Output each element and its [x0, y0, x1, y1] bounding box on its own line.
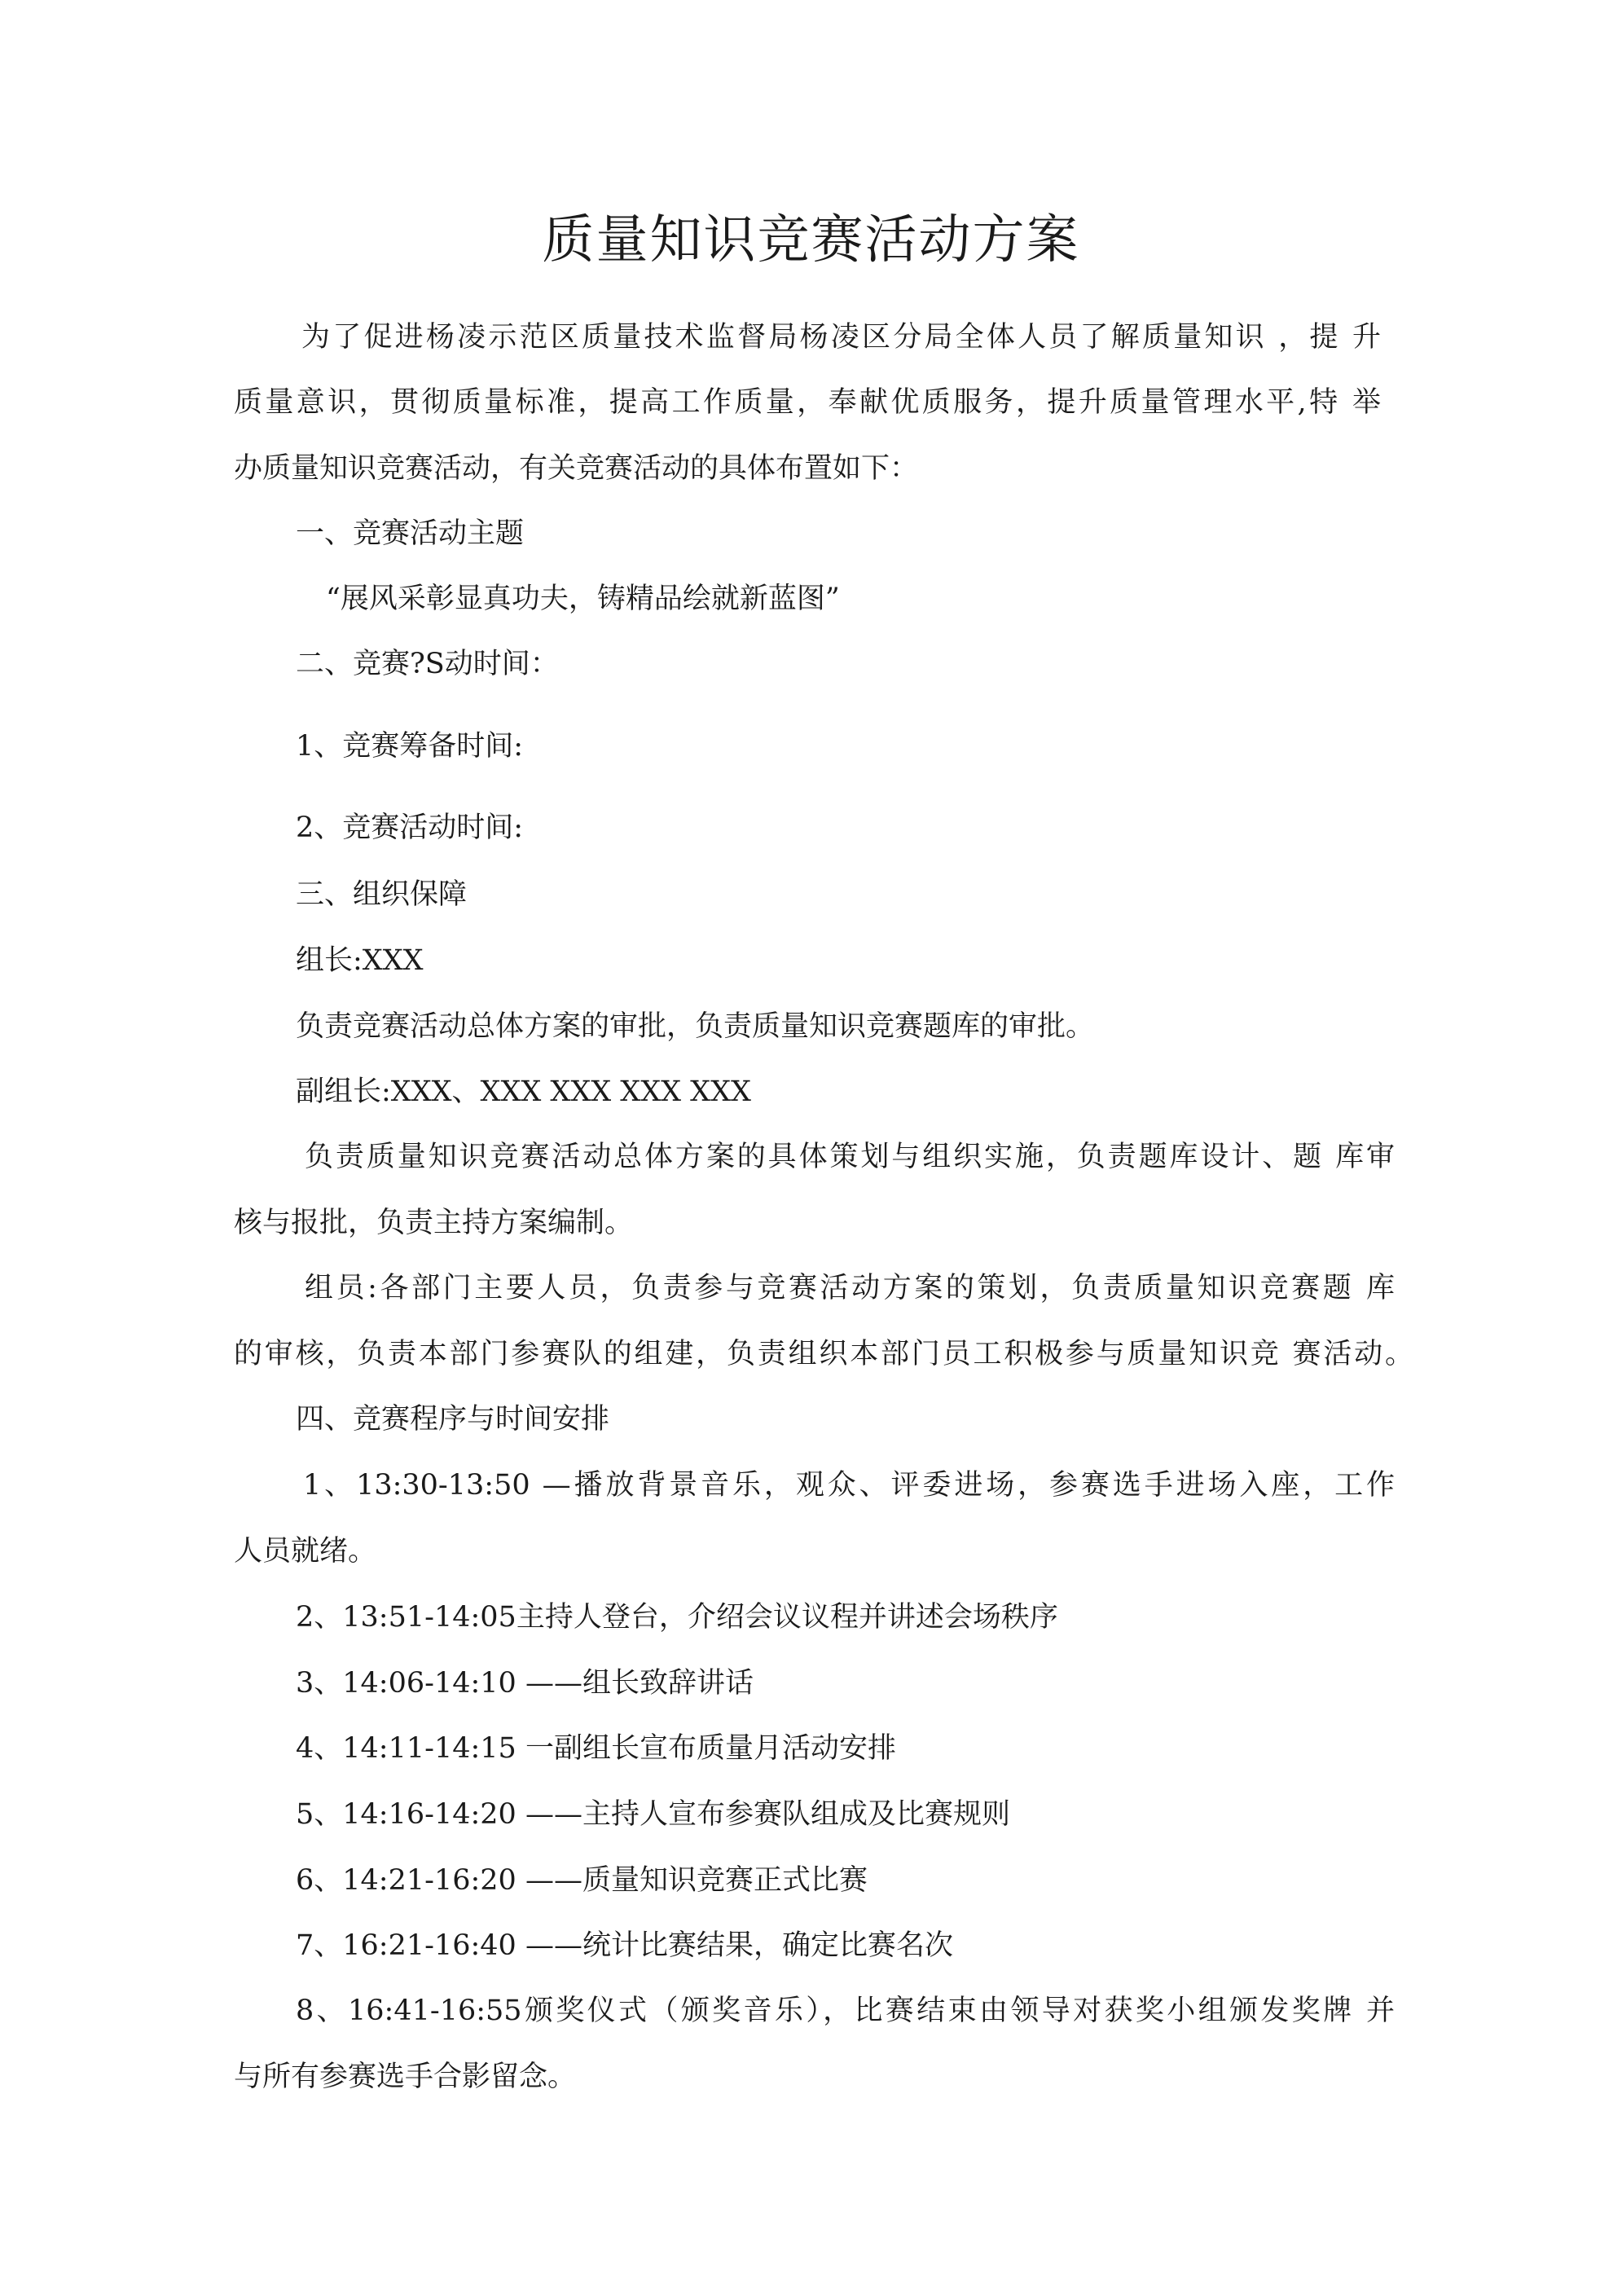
schedule-item-6: 6、14:21-16:20 ——质量知识竞赛正式比赛: [296, 1864, 868, 1897]
document-title: 质量知识竞赛活动方案: [542, 210, 1080, 271]
intro-line-1: 为了促进杨凌示范区质量技术监督局杨凌区分局全体人员了解质量知识 ，提 升: [301, 321, 1381, 354]
section-1-theme: “展风采彰显真功夫，铸精品绘就新蓝图”: [326, 583, 840, 615]
section-3-deputy-duty-line-1: 负责质量知识竞赛活动总体方案的具体策划与组织实施，负责题库设计、题 库审: [305, 1141, 1395, 1173]
intro-line-3: 办质量知识竞赛活动，有关竞赛活动的具体布置如下：: [234, 452, 919, 485]
section-3-deputy: 副组长:XXX、XXX XXX XXX XXX: [296, 1075, 751, 1108]
intro-line-2: 质量意识，贯彻质量标准，提高工作质量，奉献优质服务，提升质量管理水平,特 举: [234, 386, 1381, 419]
schedule-item-1-line-1: 1、13:30-13:50 —播放背景音乐，观众、评委进场，参赛选手进场入座，工作: [303, 1469, 1395, 1502]
section-3-leader: 组长:XXX: [296, 944, 424, 977]
schedule-item-7: 7、16:21-16:40 ——统计比赛结果，确定比赛名次: [296, 1929, 953, 1962]
section-3-heading: 三、组织保障: [296, 878, 468, 911]
section-4-heading: 四、竞赛程序与时间安排: [296, 1403, 610, 1436]
section-3-deputy-duty-line-2: 核与报批，负责主持方案编制。: [234, 1207, 634, 1239]
schedule-item-1-line-2: 人员就绪。: [234, 1535, 377, 1568]
schedule-item-3: 3、14:06-14:10 ——组长致辞讲话: [296, 1667, 754, 1700]
schedule-item-4: 4、14:11-14:15 一副组长宣布质量月活动安排: [296, 1732, 896, 1765]
section-1-heading: 一、竞赛活动主题: [296, 517, 525, 550]
section-3-members-line-2: 的审核，负责本部门参赛队的组建，负责组织本部门员工积极参与质量知识竞 赛活动。: [234, 1338, 1413, 1370]
section-2-item-2: 2、竞赛活动时间:: [296, 812, 524, 844]
section-2-item-1: 1、竞赛筹备时间:: [296, 730, 524, 763]
schedule-item-5: 5、14:16-14:20 ——主持人宣布参赛队组成及比赛规则: [296, 1798, 1010, 1831]
section-2-heading: 二、竞赛?S动时间：: [296, 648, 559, 680]
schedule-item-8-line-1: 8、16:41-16:55颁奖仪式（颁奖音乐），比赛结束由领导对获奖小组颁发奖牌 并: [296, 1995, 1395, 2027]
schedule-item-8-line-2: 与所有参赛选手合影留念。: [234, 2061, 577, 2093]
section-3-members-line-1: 组员:各部门主要人员，负责参与竞赛活动方案的策划，负责质量知识竞赛题 库: [305, 1272, 1395, 1304]
schedule-item-2: 2、13:51-14:05主持人登台，介绍会议议程并讲述会场秩序: [296, 1601, 1058, 1634]
section-3-leader-duty: 负责竞赛活动总体方案的审批，负责质量知识竞赛题库的审批。: [296, 1010, 1095, 1043]
